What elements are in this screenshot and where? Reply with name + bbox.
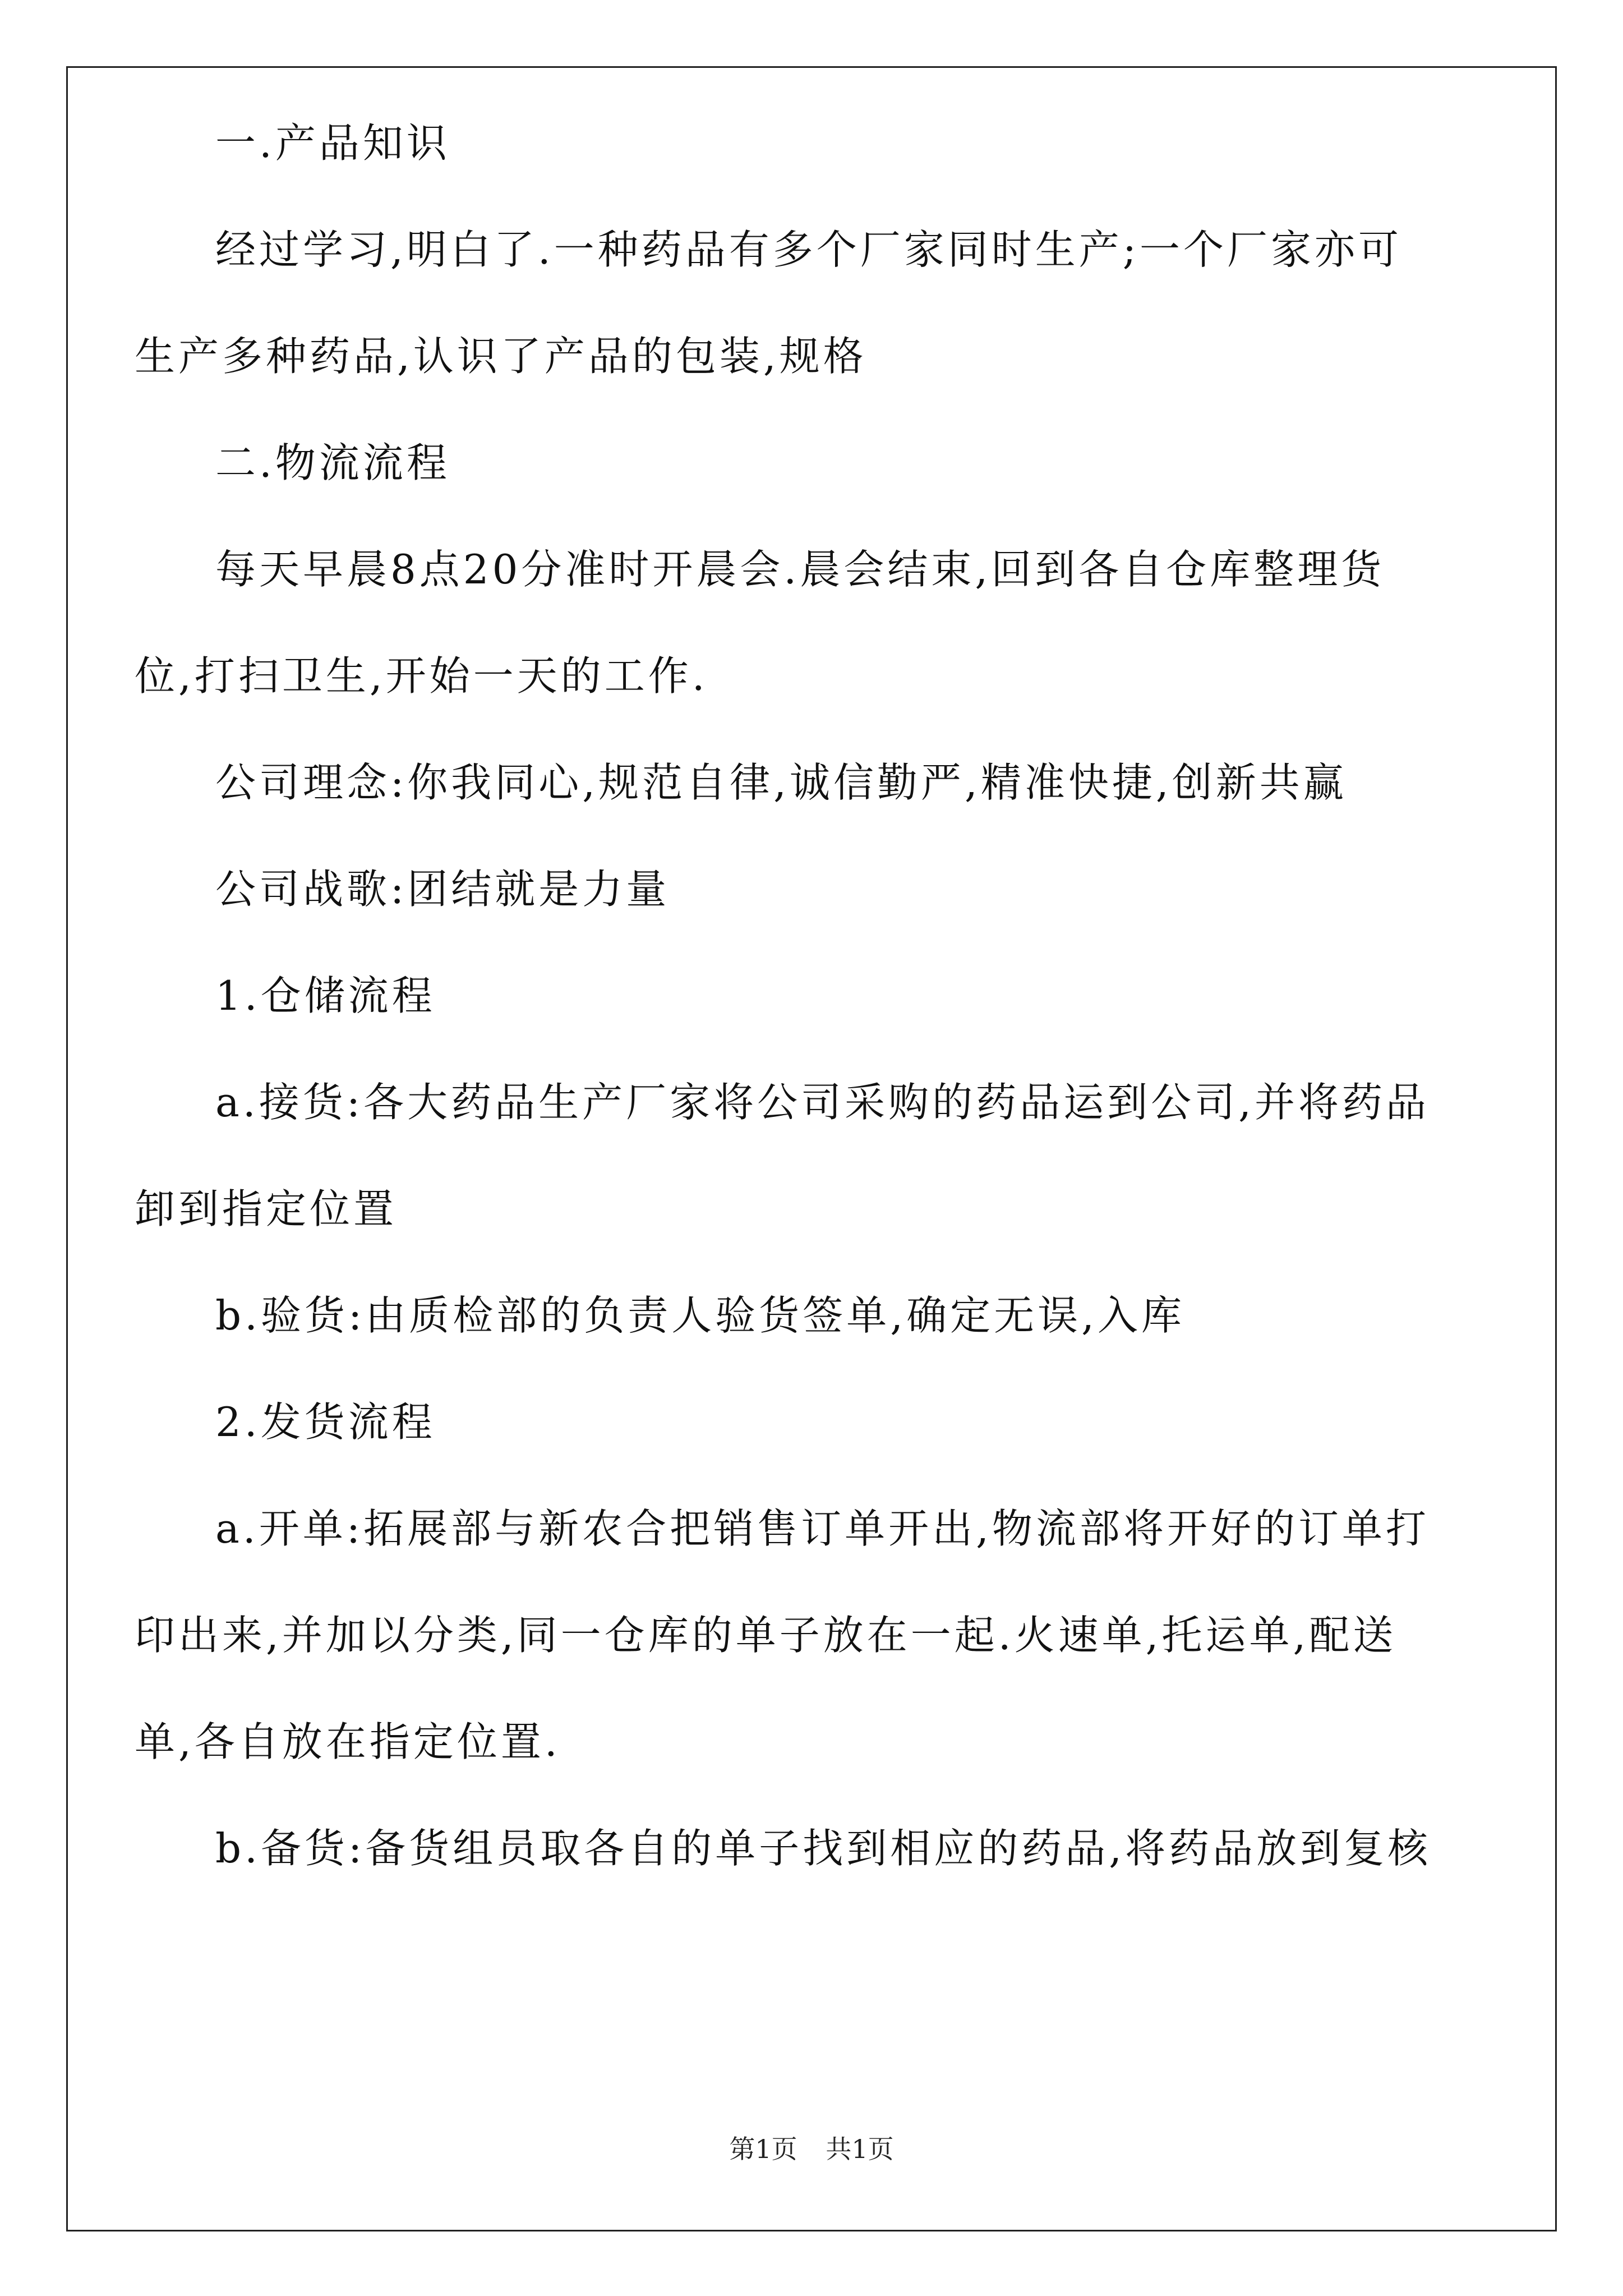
paragraph-order-issuing: a.开单:拓展部与新农合把销售订单开出,物流部将开好的订单打印出来,并加以分类,同一仓库的单子放在一起.火速单,托运单,配送单,各自放在指定位置. <box>135 1505 1430 1765</box>
paragraph-morning-meeting: 每天早晨8点20分准时开晨会.晨会结束,回到各自仓库整理货位,打扫卫生,开始一天的工作. <box>135 546 1385 700</box>
heading-shipping-process: 2.发货流程 <box>215 1398 436 1446</box>
paragraph-company-song: 公司战歌:团结就是力量 <box>215 866 670 913</box>
heading-storage-process: 1.仓储流程 <box>215 972 436 1019</box>
heading-logistics-process: 二.物流流程 <box>215 439 450 486</box>
paragraph-product-knowledge: 经过学习,明白了.一种药品有多个厂家同时生产;一个厂家亦可生产多种药品,认识了产品的包装,规格 <box>135 226 1403 380</box>
page-total: 共1页 <box>826 2134 894 2164</box>
paragraph-stock-preparation: b.备货:备货组员取各自的单子找到相应的药品,将药品放到复核 <box>215 1825 1432 1872</box>
paragraph-company-philosophy: 公司理念:你我同心,规范自律,诚信勤严,精准快捷,创新共赢 <box>215 759 1347 806</box>
paragraph-inspection: b.验货:由质检部的负责人验货签单,确定无误,入库 <box>215 1292 1186 1339</box>
page-footer <box>0 2129 1623 2166</box>
paragraph-receiving: a.接货:各大药品生产厂家将公司采购的药品运到公司,并将药品卸到指定位置 <box>135 1079 1430 1232</box>
page-number: 第1页 <box>729 2134 797 2164</box>
heading-product-knowledge: 一.产品知识 <box>215 119 450 167</box>
document-body <box>135 90 1441 1902</box>
